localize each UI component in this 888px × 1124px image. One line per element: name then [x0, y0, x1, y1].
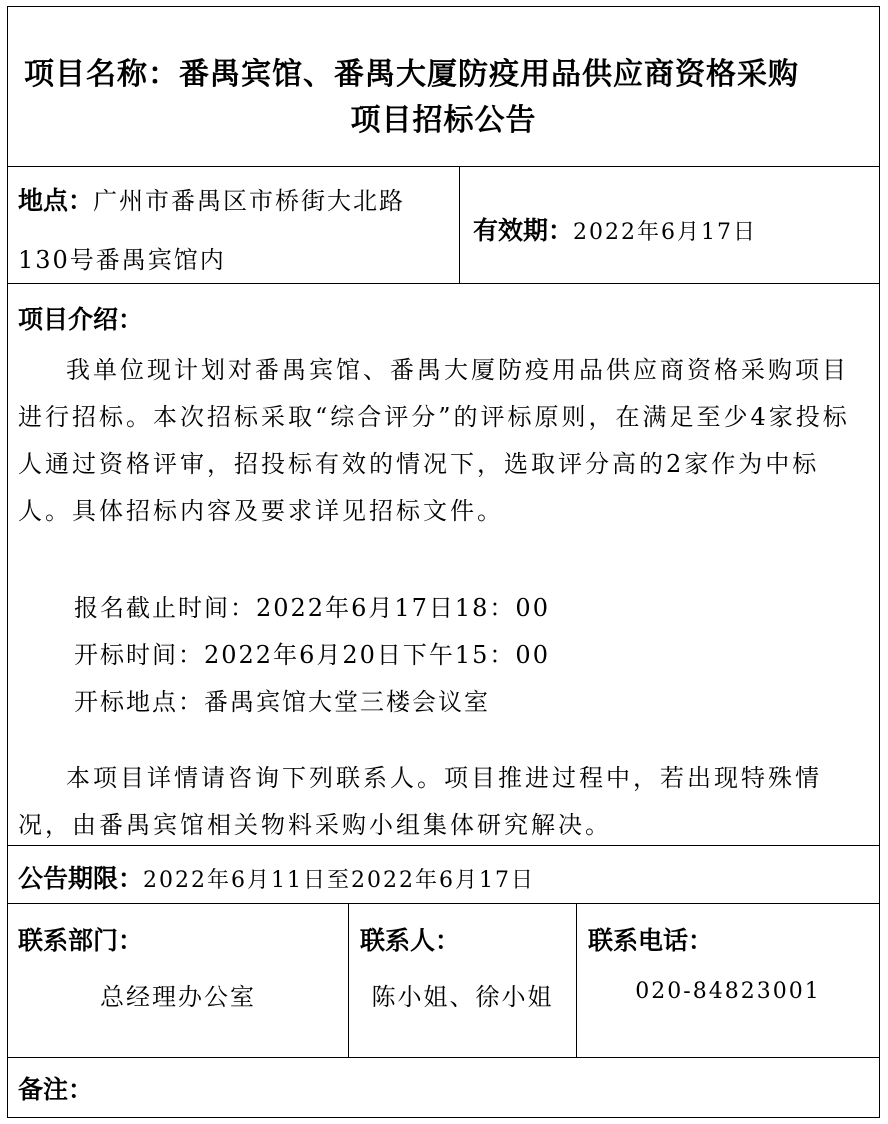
notice-period-field — [18, 859, 535, 895]
row-divider — [8, 1057, 879, 1058]
page-title-line1: 项目名称：番禺宾馆、番禺大厦防疫用品供应商资格采购 — [24, 57, 799, 92]
location-value-line1: 广州市番禺区市桥街大北路 — [93, 187, 406, 215]
location-label: 地点： — [18, 186, 94, 215]
page-title-line2: 项目招标公告 — [350, 103, 537, 138]
contact-note: 本项目详情请咨询下列联系人。项目推进过程中，若出现特殊情况，由番禺宾馆相关物料采购小组集体研究解决。 — [18, 764, 822, 839]
intro-paragraph: 我单位现计划对番禺宾馆、番禺大厦防疫用品供应商资格采购项目进行招标。本次招标采取“综合评分”的评标原则，在满足至少4家投标人通过资格评审，招投标有效的情况下，选取评分高的2家作为中标人。具体招标内容及要求详见招标文件。 — [18, 356, 850, 525]
opening-place: 开标地点：番禺宾馆大堂三楼会议室 — [74, 688, 490, 716]
validity-value: 2022年6月17日 — [573, 220, 757, 245]
location-field — [18, 181, 405, 217]
contact-dept-value: 总经理办公室 — [100, 983, 256, 1011]
validity-field — [473, 211, 757, 247]
notice-period-value: 2022年6月11日至2022年6月17日 — [143, 868, 535, 893]
remarks-label: 备注： — [18, 1075, 94, 1104]
row-divider — [8, 283, 879, 284]
contact-dept-label: 联系部门： — [18, 926, 144, 955]
notice-table — [7, 6, 880, 1118]
opening-time: 开标时间：2022年6月20日下午15：00 — [74, 641, 550, 669]
contact-person-label: 联系人： — [360, 926, 461, 955]
contact-person-value: 陈小姐、徐小姐 — [371, 983, 554, 1011]
intro-label: 项目介绍： — [18, 305, 144, 334]
contact-phone-value: 020-84823001 — [635, 979, 821, 1004]
row-divider — [8, 166, 879, 167]
column-divider — [459, 166, 460, 283]
validity-label: 有效期： — [473, 216, 574, 245]
contact-phone-label: 联系电话： — [588, 926, 714, 955]
registration-deadline: 报名截止时间：2022年6月17日18：00 — [74, 594, 550, 622]
row-divider — [8, 903, 879, 904]
notice-period-label: 公告期限： — [18, 864, 144, 893]
location-value-line2: 130号番禺宾馆内 — [18, 246, 226, 274]
